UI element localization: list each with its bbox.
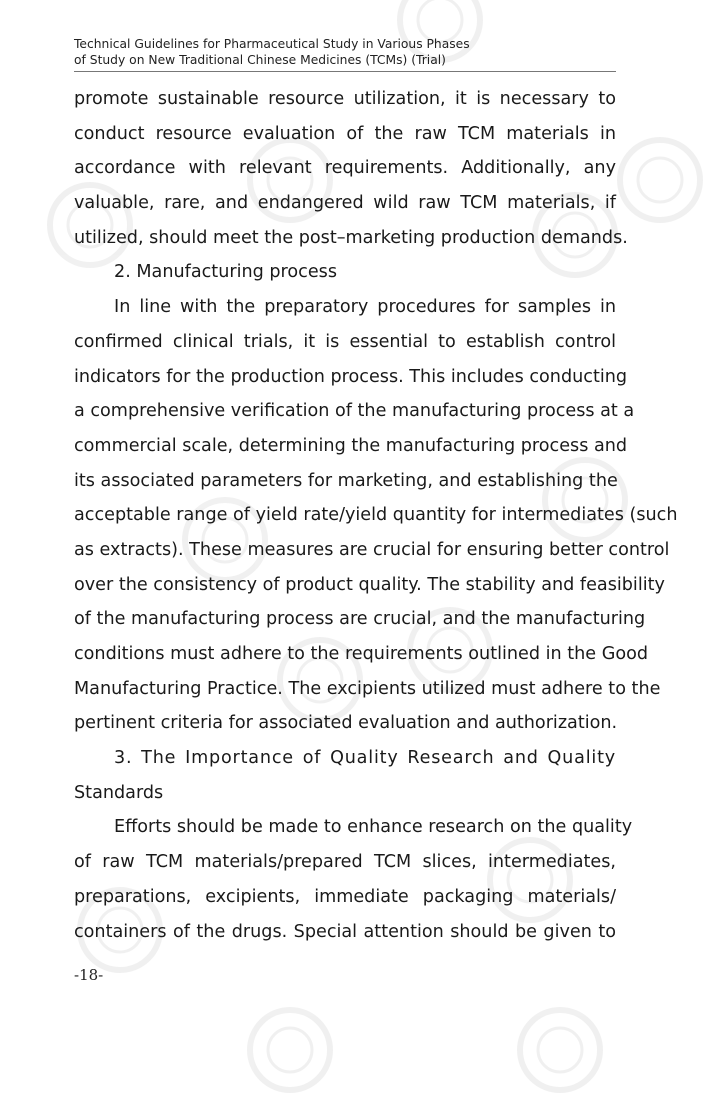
- header-line-2: of Study on New Traditional Chinese Medicines (TCMs) (Trial): [74, 53, 446, 67]
- page-number: -18-: [74, 966, 104, 984]
- body-line: of the manufacturing process are crucial, and the manufacturing: [74, 609, 646, 630]
- body-line: Efforts should be made to enhance research on the quality: [114, 817, 633, 838]
- watermark-seal-icon: [230, 990, 350, 1110]
- body-line: In line with the preparatory procedures for samples in: [114, 297, 616, 318]
- section-heading-quality-research: 3. The Importance of Quality Research and Quality: [114, 748, 616, 769]
- body-line: containers of the drugs. Special attention should be given to: [74, 921, 616, 942]
- body-text: [74, 82, 678, 949]
- body-line: of raw TCM materials/prepared TCM slices, intermediates,: [74, 852, 616, 873]
- body-line: commercial scale, determining the manufacturing process and: [74, 435, 628, 456]
- watermark-seal-icon: [500, 990, 620, 1110]
- header-divider: [74, 71, 616, 72]
- body-line: as extracts). These measures are crucial for ensuring better control: [74, 539, 670, 560]
- body-line: conditions must adhere to the requirements outlined in the Good: [74, 644, 649, 664]
- body-line: over the consistency of product quality. The stability and feasibility: [74, 574, 665, 595]
- body-line: preparations, excipients, immediate packaging materials/: [74, 886, 616, 907]
- body-line: promote sustainable resource utilization, it is necessary to: [74, 89, 616, 109]
- body-line: valuable, rare, and endangered wild raw TCM materials, if: [74, 193, 616, 214]
- running-header: [74, 36, 616, 68]
- body-line: accordance with relevant requirements. Additionally, any: [74, 158, 616, 179]
- body-line: a comprehensive verification of the manufacturing process at a: [74, 401, 635, 422]
- body-line: indicators for the production process. This includes conducting: [74, 366, 628, 387]
- body-line: pertinent criteria for associated evaluation and authorization.: [74, 713, 618, 734]
- header-line-1: Technical Guidelines for Pharmaceutical Study in Various Phases: [74, 37, 470, 51]
- body-line: Manufacturing Practice. The excipients utilized must adhere to the: [74, 678, 661, 699]
- body-line: conduct resource evaluation of the raw TCM materials in: [74, 123, 616, 144]
- body-line: its associated parameters for marketing, and establishing the: [74, 470, 618, 491]
- body-line: acceptable range of yield rate/yield quantity for intermediates (such: [74, 505, 678, 526]
- body-line: confirmed clinical trials, it is essential to establish control: [74, 331, 616, 352]
- body-line: utilized, should meet the post–marketing production demands.: [74, 227, 628, 248]
- section-heading-quality-research-cont: Standards: [74, 782, 164, 803]
- section-heading-manufacturing-process: 2. Manufacturing process: [114, 262, 337, 283]
- watermark-seal-icon: [600, 120, 720, 240]
